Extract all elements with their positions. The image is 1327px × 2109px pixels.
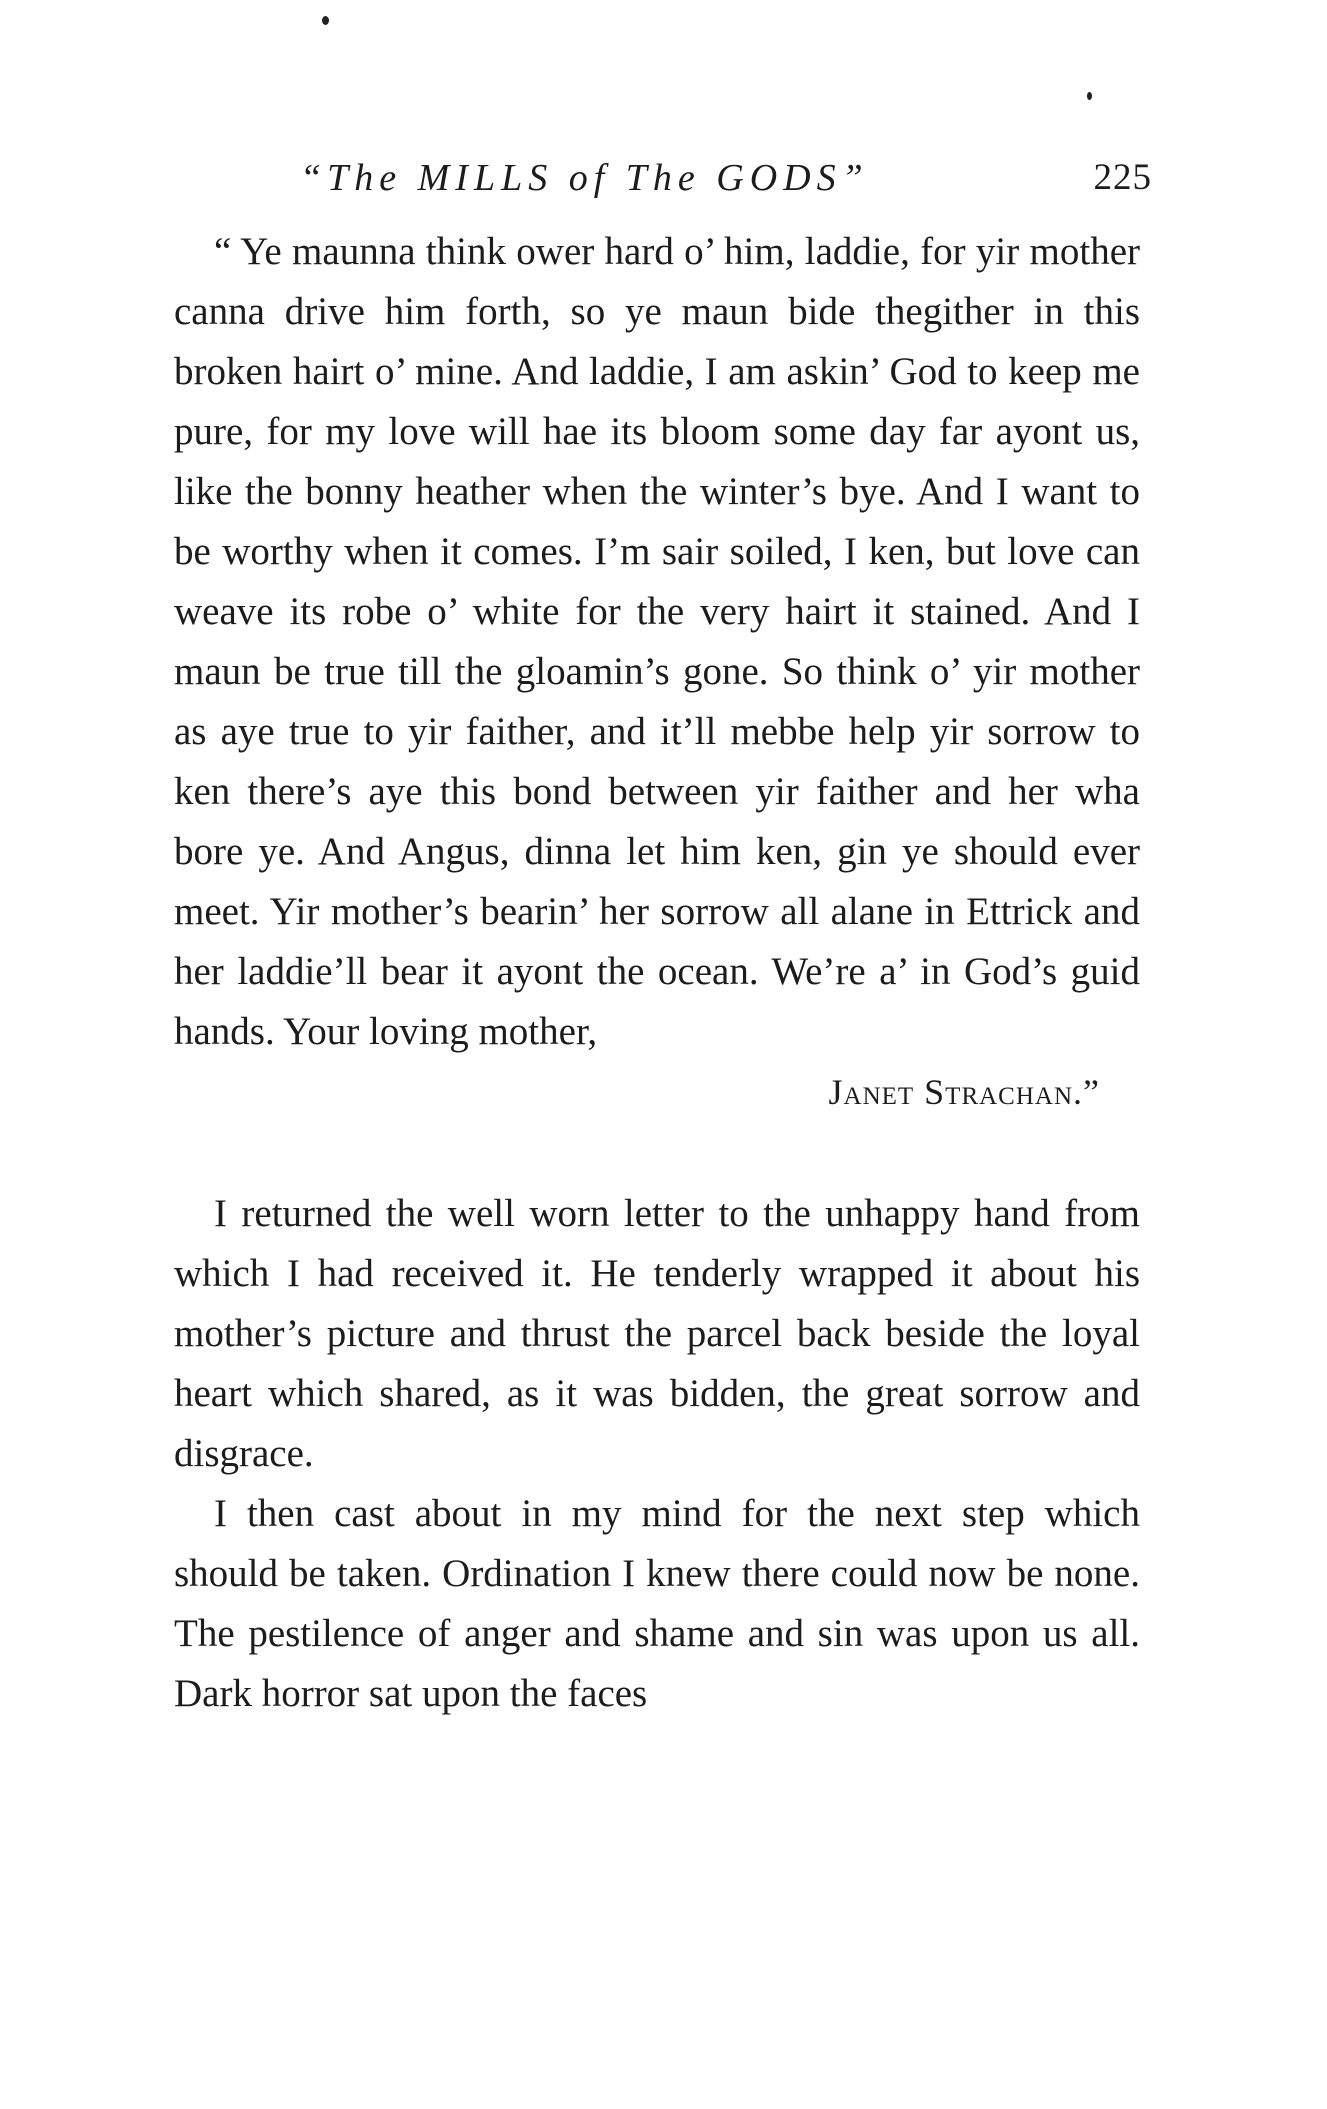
paragraph: I then cast about in my mind for the next step which should be taken. Ordination I knew there could now be none. The pestilence of anger and shame and sin was upon us all. Dark horror sat upon the faces xyxy=(174,1492,1140,1715)
paragraph: I returned the well worn letter to the unhappy hand from which I had received it. He tenderly wrapped it about his mother’s picture and thrust the parcel back beside the loyal heart which shared, as it was bidden, the great sorrow and disgrace. xyxy=(174,1192,1140,1475)
paragraph-gap xyxy=(174,1122,1140,1184)
running-title: “The MILLS of The GODS” xyxy=(300,157,869,199)
running-head xyxy=(300,156,1152,216)
page-number: 225 xyxy=(1093,157,1152,198)
letter-paragraph: “ Ye maunna think ower hard o’ him, laddie, for yir mother canna drive him forth, so ye maun bide thegither in this broken hairt o’ mine. And laddie, I am askin’ God to keep me pure, for my love will hae its bloom some day far ayont us, like the bonny heather when the winter’s bye. And I want to be worthy when it comes. I’m sair soiled, I ken, but love can weave its robe o’ white for the very hairt it stained. And I maun be true till the gloamin’s gone. So think o’ yir mother as aye true to yir faither, and it’ll mebbe help yir sorrow to ken there’s aye this bond between yir faither and her wha bore ye. And Angus, dinna let him ken, gin ye should ever meet. Yir mother’s bearin’ her sorrow all alane in Ettrick and her laddie’ll bear it ayont the ocean. We’re a’ in God’s guid hands. Your loving mother, xyxy=(174,230,1140,1053)
ink-speck xyxy=(322,16,329,25)
ink-speck xyxy=(1087,92,1092,100)
body-text xyxy=(174,222,1140,1724)
letter-signature: Janet Strachan.” xyxy=(828,1072,1100,1112)
